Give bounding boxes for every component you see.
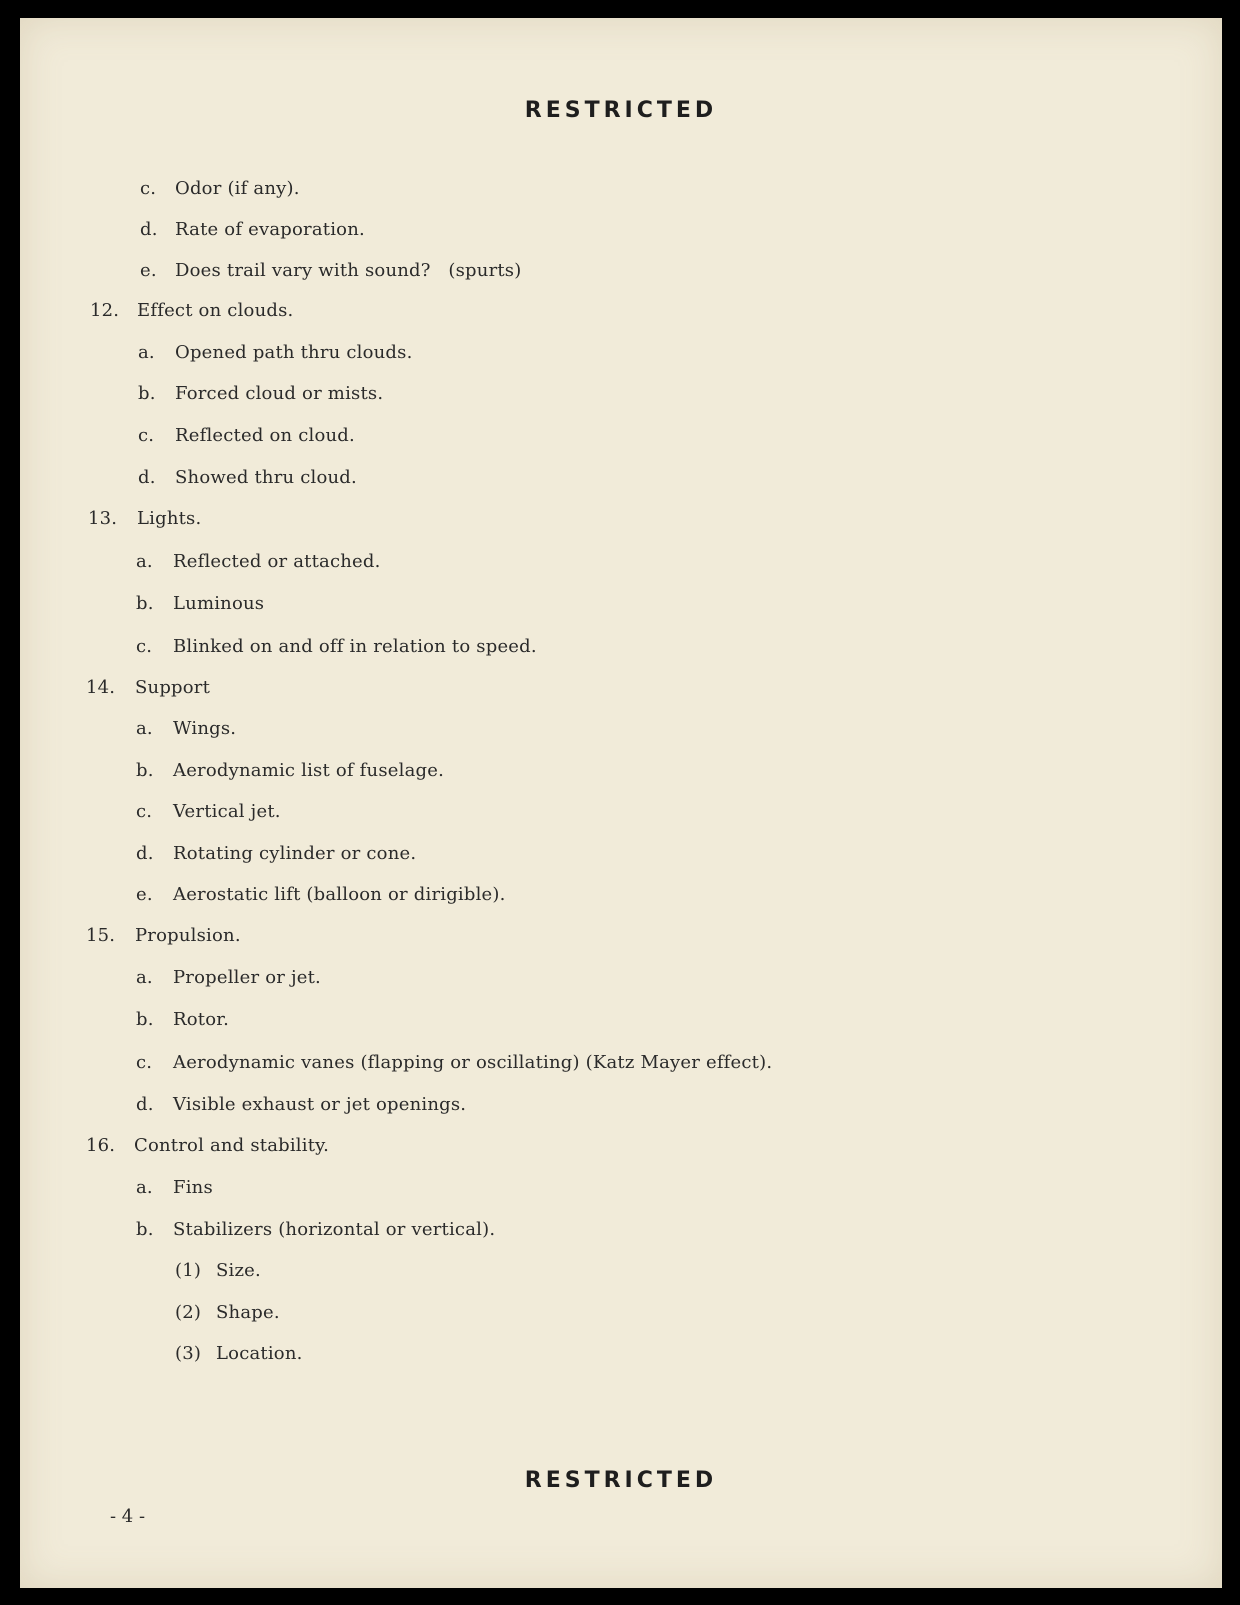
- list-marker: a.: [136, 967, 153, 988]
- list-marker: (3): [175, 1343, 202, 1364]
- list-marker: 15.: [86, 925, 116, 946]
- list-item: [136, 718, 236, 739]
- list-marker: (1): [175, 1260, 202, 1281]
- list-item: [86, 677, 210, 698]
- list-marker: a.: [138, 342, 155, 363]
- list-marker: a.: [136, 1177, 153, 1198]
- list-item: [138, 467, 357, 488]
- list-item-text: Opened path thru clouds.: [175, 342, 413, 363]
- list-item-text: Stabilizers (horizontal or vertical).: [173, 1219, 496, 1240]
- list-marker: c.: [138, 425, 155, 446]
- list-item: [136, 843, 416, 864]
- list-marker: d.: [136, 1094, 154, 1115]
- list-marker: (2): [175, 1302, 202, 1323]
- list-marker: 12.: [90, 300, 120, 321]
- list-item-text: Wings.: [173, 718, 237, 739]
- list-item-text: Shape.: [216, 1302, 280, 1323]
- list-item-text: Showed thru cloud.: [175, 467, 357, 488]
- list-marker: a.: [136, 551, 153, 572]
- list-item: [175, 1343, 303, 1364]
- list-marker: a.: [136, 718, 153, 739]
- list-marker: d.: [136, 843, 154, 864]
- list-item: [175, 1302, 280, 1323]
- list-item-text: Effect on clouds.: [137, 300, 294, 321]
- list-marker: b.: [136, 1219, 154, 1240]
- list-marker: c.: [136, 636, 153, 657]
- list-item-text: Location.: [216, 1343, 303, 1364]
- list-item-text: Blinked on and off in relation to speed.: [173, 636, 537, 657]
- list-item-text: Aerodynamic list of fuselage.: [173, 760, 444, 781]
- list-marker: c.: [136, 801, 153, 822]
- list-marker: b.: [136, 760, 154, 781]
- list-item-text: Reflected or attached.: [173, 551, 381, 572]
- list-item-text: Reflected on cloud.: [175, 425, 355, 446]
- list-item: [136, 1094, 466, 1115]
- list-item: [88, 508, 201, 529]
- list-item-text: Lights.: [137, 508, 202, 529]
- list-marker: d.: [138, 467, 156, 488]
- list-item-text: Odor (if any).: [175, 178, 300, 199]
- list-marker: b.: [136, 593, 154, 614]
- list-item: [136, 1009, 229, 1030]
- list-item: [136, 801, 281, 822]
- list-item: [86, 1135, 329, 1156]
- list-item: [138, 383, 383, 404]
- list-marker: c.: [140, 178, 157, 199]
- list-item: [136, 551, 381, 572]
- list-marker: b.: [138, 383, 156, 404]
- list-item: [86, 925, 241, 946]
- list-item-text: Size.: [216, 1260, 261, 1281]
- list-marker: c.: [136, 1052, 153, 1073]
- list-marker: e.: [140, 260, 157, 281]
- list-item-text: Does trail vary with sound? (spurts): [175, 260, 522, 281]
- list-item-text: Rate of evaporation.: [175, 219, 365, 240]
- list-item-text: Rotor.: [173, 1009, 230, 1030]
- document-page: [20, 18, 1222, 1588]
- list-item: [136, 1219, 495, 1240]
- list-item-text: Forced cloud or mists.: [175, 383, 384, 404]
- list-item-text: Control and stability.: [134, 1135, 330, 1156]
- list-item: [138, 425, 355, 446]
- list-item: [136, 636, 537, 657]
- list-marker: b.: [136, 1009, 154, 1030]
- list-marker: e.: [136, 884, 153, 905]
- list-marker: 13.: [88, 508, 118, 529]
- list-item-text: Rotating cylinder or cone.: [173, 843, 417, 864]
- list-item-text: Propeller or jet.: [173, 967, 321, 988]
- list-item-text: Visible exhaust or jet openings.: [173, 1094, 467, 1115]
- list-item-text: Luminous: [173, 593, 265, 614]
- list-marker: 14.: [86, 677, 116, 698]
- list-item: [136, 1052, 772, 1073]
- list-item: [136, 967, 321, 988]
- list-item-text: Propulsion.: [135, 925, 241, 946]
- header-classification: RESTRICTED: [524, 98, 718, 123]
- footer-classification: RESTRICTED: [524, 1468, 718, 1493]
- list-item: [140, 178, 300, 199]
- list-marker: d.: [140, 219, 158, 240]
- list-item-text: Aerodynamic vanes (flapping or oscillating) (Katz Mayer effect).: [173, 1052, 773, 1073]
- list-item: [138, 342, 413, 363]
- list-marker: 16.: [86, 1135, 116, 1156]
- list-item-text: Support: [135, 677, 211, 698]
- list-item: [90, 300, 293, 321]
- page-number: - 4 -: [110, 1506, 146, 1527]
- list-item: [140, 260, 521, 281]
- list-item: [175, 1260, 261, 1281]
- list-item: [136, 593, 264, 614]
- list-item-text: Aerostatic lift (balloon or dirigible).: [173, 884, 506, 905]
- list-item: [136, 1177, 213, 1198]
- list-item: [140, 219, 365, 240]
- list-item: [136, 760, 444, 781]
- list-item-text: Vertical jet.: [173, 801, 281, 822]
- list-item-text: Fins: [173, 1177, 213, 1198]
- list-item: [136, 884, 506, 905]
